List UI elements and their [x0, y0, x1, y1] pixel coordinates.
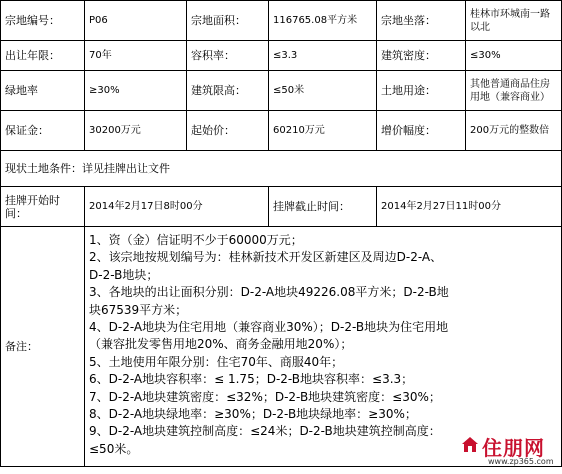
remark-line: 7、D-2-A地块建筑密度：≤32%；D-2-B地块建筑密度：≤30%； [89, 389, 441, 404]
remarks-content [85, 227, 562, 467]
remarks-label: 备注： [1, 227, 85, 467]
starting-price-label: 起始价： [187, 111, 269, 151]
remark-line: D-2-B地块； [89, 267, 159, 282]
table-row [1, 1, 562, 41]
remark-line: 3、各地块的出让面积分别：D-2-A地块49226.08平方米；D-2-B地 [89, 285, 449, 300]
watermark [460, 432, 556, 472]
listing-start-label: 挂牌开始时间： [1, 187, 85, 227]
remark-line: 8、D-2-A地块绿地率：≥30%；D-2-B地块绿地率：≥30%； [89, 407, 417, 422]
deposit-label: 保证金： [1, 111, 85, 151]
remark-line: （兼容批发零售用地20%、商务金融用地20%）； [89, 337, 353, 352]
lease-term-label: 出让年限： [1, 41, 85, 71]
building-density-value: ≤30% [466, 41, 562, 71]
table-row [1, 41, 562, 71]
table-row [1, 111, 562, 151]
remarks-list [89, 232, 557, 458]
lease-term-value: 70年 [85, 41, 187, 71]
land-condition-text: 现状土地条件：详见挂牌出让文件 [1, 151, 562, 187]
listing-end-label: 挂牌截止时间： [269, 187, 377, 227]
bid-increment-label: 增价幅度： [377, 111, 466, 151]
table-row [1, 71, 562, 111]
green-ratio-label: 绿地率 [1, 71, 85, 111]
remark-line: 4、D-2-A地块为住宅用地（兼容商业30%）；D-2-B地块为住宅用地 [89, 320, 449, 335]
house-logo-icon [460, 434, 480, 454]
listing-start-value: 2014年2月17日8时00分 [85, 187, 269, 227]
deposit-value: 30200万元 [85, 111, 187, 151]
remark-line: 9、D-2-A地块建筑控制高度：≤24米；D-2-B地块建筑控制高度： [89, 424, 441, 439]
height-limit-label: 建筑限高： [187, 71, 269, 111]
green-ratio-value: ≥30% [85, 71, 187, 111]
parcel-number-value: P06 [85, 1, 187, 41]
starting-price-value: 60210万元 [269, 111, 377, 151]
remark-line: 1、资（金）信证明不少于60000万元； [89, 233, 303, 247]
height-limit-value: ≤50米 [269, 71, 377, 111]
remark-line: 5、土地使用年限分别：住宅70年、商服40年； [89, 354, 344, 369]
watermark-brand: 住朋网 [482, 436, 545, 460]
parcel-area-label: 宗地面积： [187, 1, 269, 41]
plot-ratio-value: ≤3.3 [269, 41, 377, 71]
parcel-number-label: 宗地编号： [1, 1, 85, 41]
remark-line: 6、D-2-A地块容积率：≤ 1.75；D-2-B地块容积率：≤3.3； [89, 372, 414, 387]
bid-increment-value: 200万元的整数倍 [466, 111, 562, 151]
parcel-area-value: 116765.08平方米 [269, 1, 377, 41]
table-row [1, 227, 562, 467]
table-row [1, 151, 562, 187]
land-use-value: 其他普通商品住房用地（兼容商业） [466, 71, 562, 111]
building-density-label: 建筑密度： [377, 41, 466, 71]
parcel-location-label: 宗地坐落： [377, 1, 466, 41]
parcel-location-value: 桂林市环城南一路以北 [466, 1, 562, 41]
remark-line: ≤50米。 [89, 441, 139, 456]
plot-ratio-label: 容积率： [187, 41, 269, 71]
watermark-url: www.zp365.com [488, 457, 554, 466]
land-use-label: 土地用途： [377, 71, 466, 111]
remark-line: 2、该宗地按规划编号为：桂林新技术开发区新建区及周边D-2-A、 [89, 250, 443, 265]
remark-line: 块67539平方米； [89, 302, 188, 317]
table-row [1, 187, 562, 227]
listing-end-value: 2014年2月27日11时00分 [377, 187, 562, 227]
